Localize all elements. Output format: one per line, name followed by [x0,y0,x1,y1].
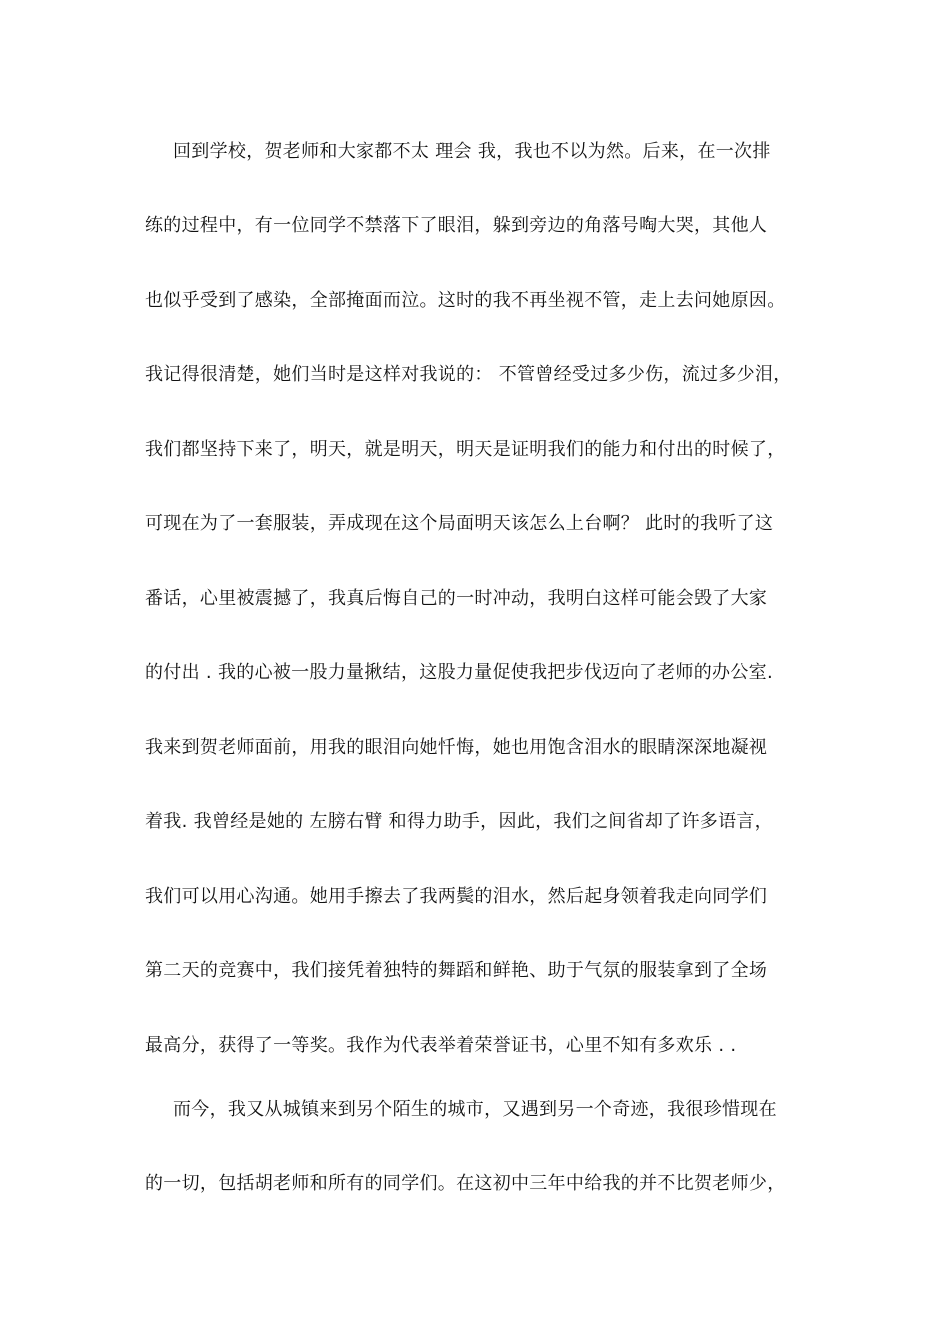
text-line: 回到学校，贺老师和大家都不太 理会 我，我也不以为然。后来，在一次排 [173,141,771,162]
text-line: 练的过程中，有一位同学不禁落下了眼泪，躲到旁边的角落号啕大哭，其他人 [145,215,768,236]
text-line: 番话，心里被震撼了，我真后悔自己的一时冲动，我明白这样可能会毁了大家 [145,588,768,609]
text-line: 的付出 . 我的心被一股力量揪结，这股力量促使我把步伐迈向了老师的办公室. [145,662,773,683]
text-line: 我来到贺老师面前，用我的眼泪向她忏悔，她也用饱含泪水的眼睛深深地凝视 [145,737,768,758]
text-line: 也似乎受到了感染，全部掩面而泣。这时的我不再坐视不管，走上去问她原因。 [145,290,786,311]
text-line: 我记得很清楚，她们当时是这样对我说的： 不管曾经受过多少伤，流过多少泪， [145,364,792,385]
text-line: 可现在为了一套服装，弄成现在这个局面明天该怎么上台啊？ 此时的我听了这 [145,513,774,534]
text-line: 最高分，获得了一等奖。我作为代表举着荣誉证书，心里不知有多欢乐 . . [145,1035,737,1056]
text-line: 着我. 我曾经是她的 左膀右臂 和得力助手，因此，我们之间省却了许多语言， [145,811,773,832]
text-line: 而今，我又从城镇来到另个陌生的城市，又遇到另一个奇迹，我很珍惜现在 [173,1099,777,1120]
text-line: 我们都坚持下来了，明天，就是明天，明天是证明我们的能力和付出的时候了， [145,439,786,460]
text-line: 的一切，包括胡老师和所有的同学们。在这初中三年中给我的并不比贺老师少， [145,1173,786,1194]
text-line: 我们可以用心沟通。她用手擦去了我两鬓的泪水，然后起身领着我走向同学们 [145,886,768,907]
text-line: 第二天的竞赛中，我们接凭着独特的舞蹈和鲜艳、助于气氛的服装拿到了全场 [145,960,768,981]
